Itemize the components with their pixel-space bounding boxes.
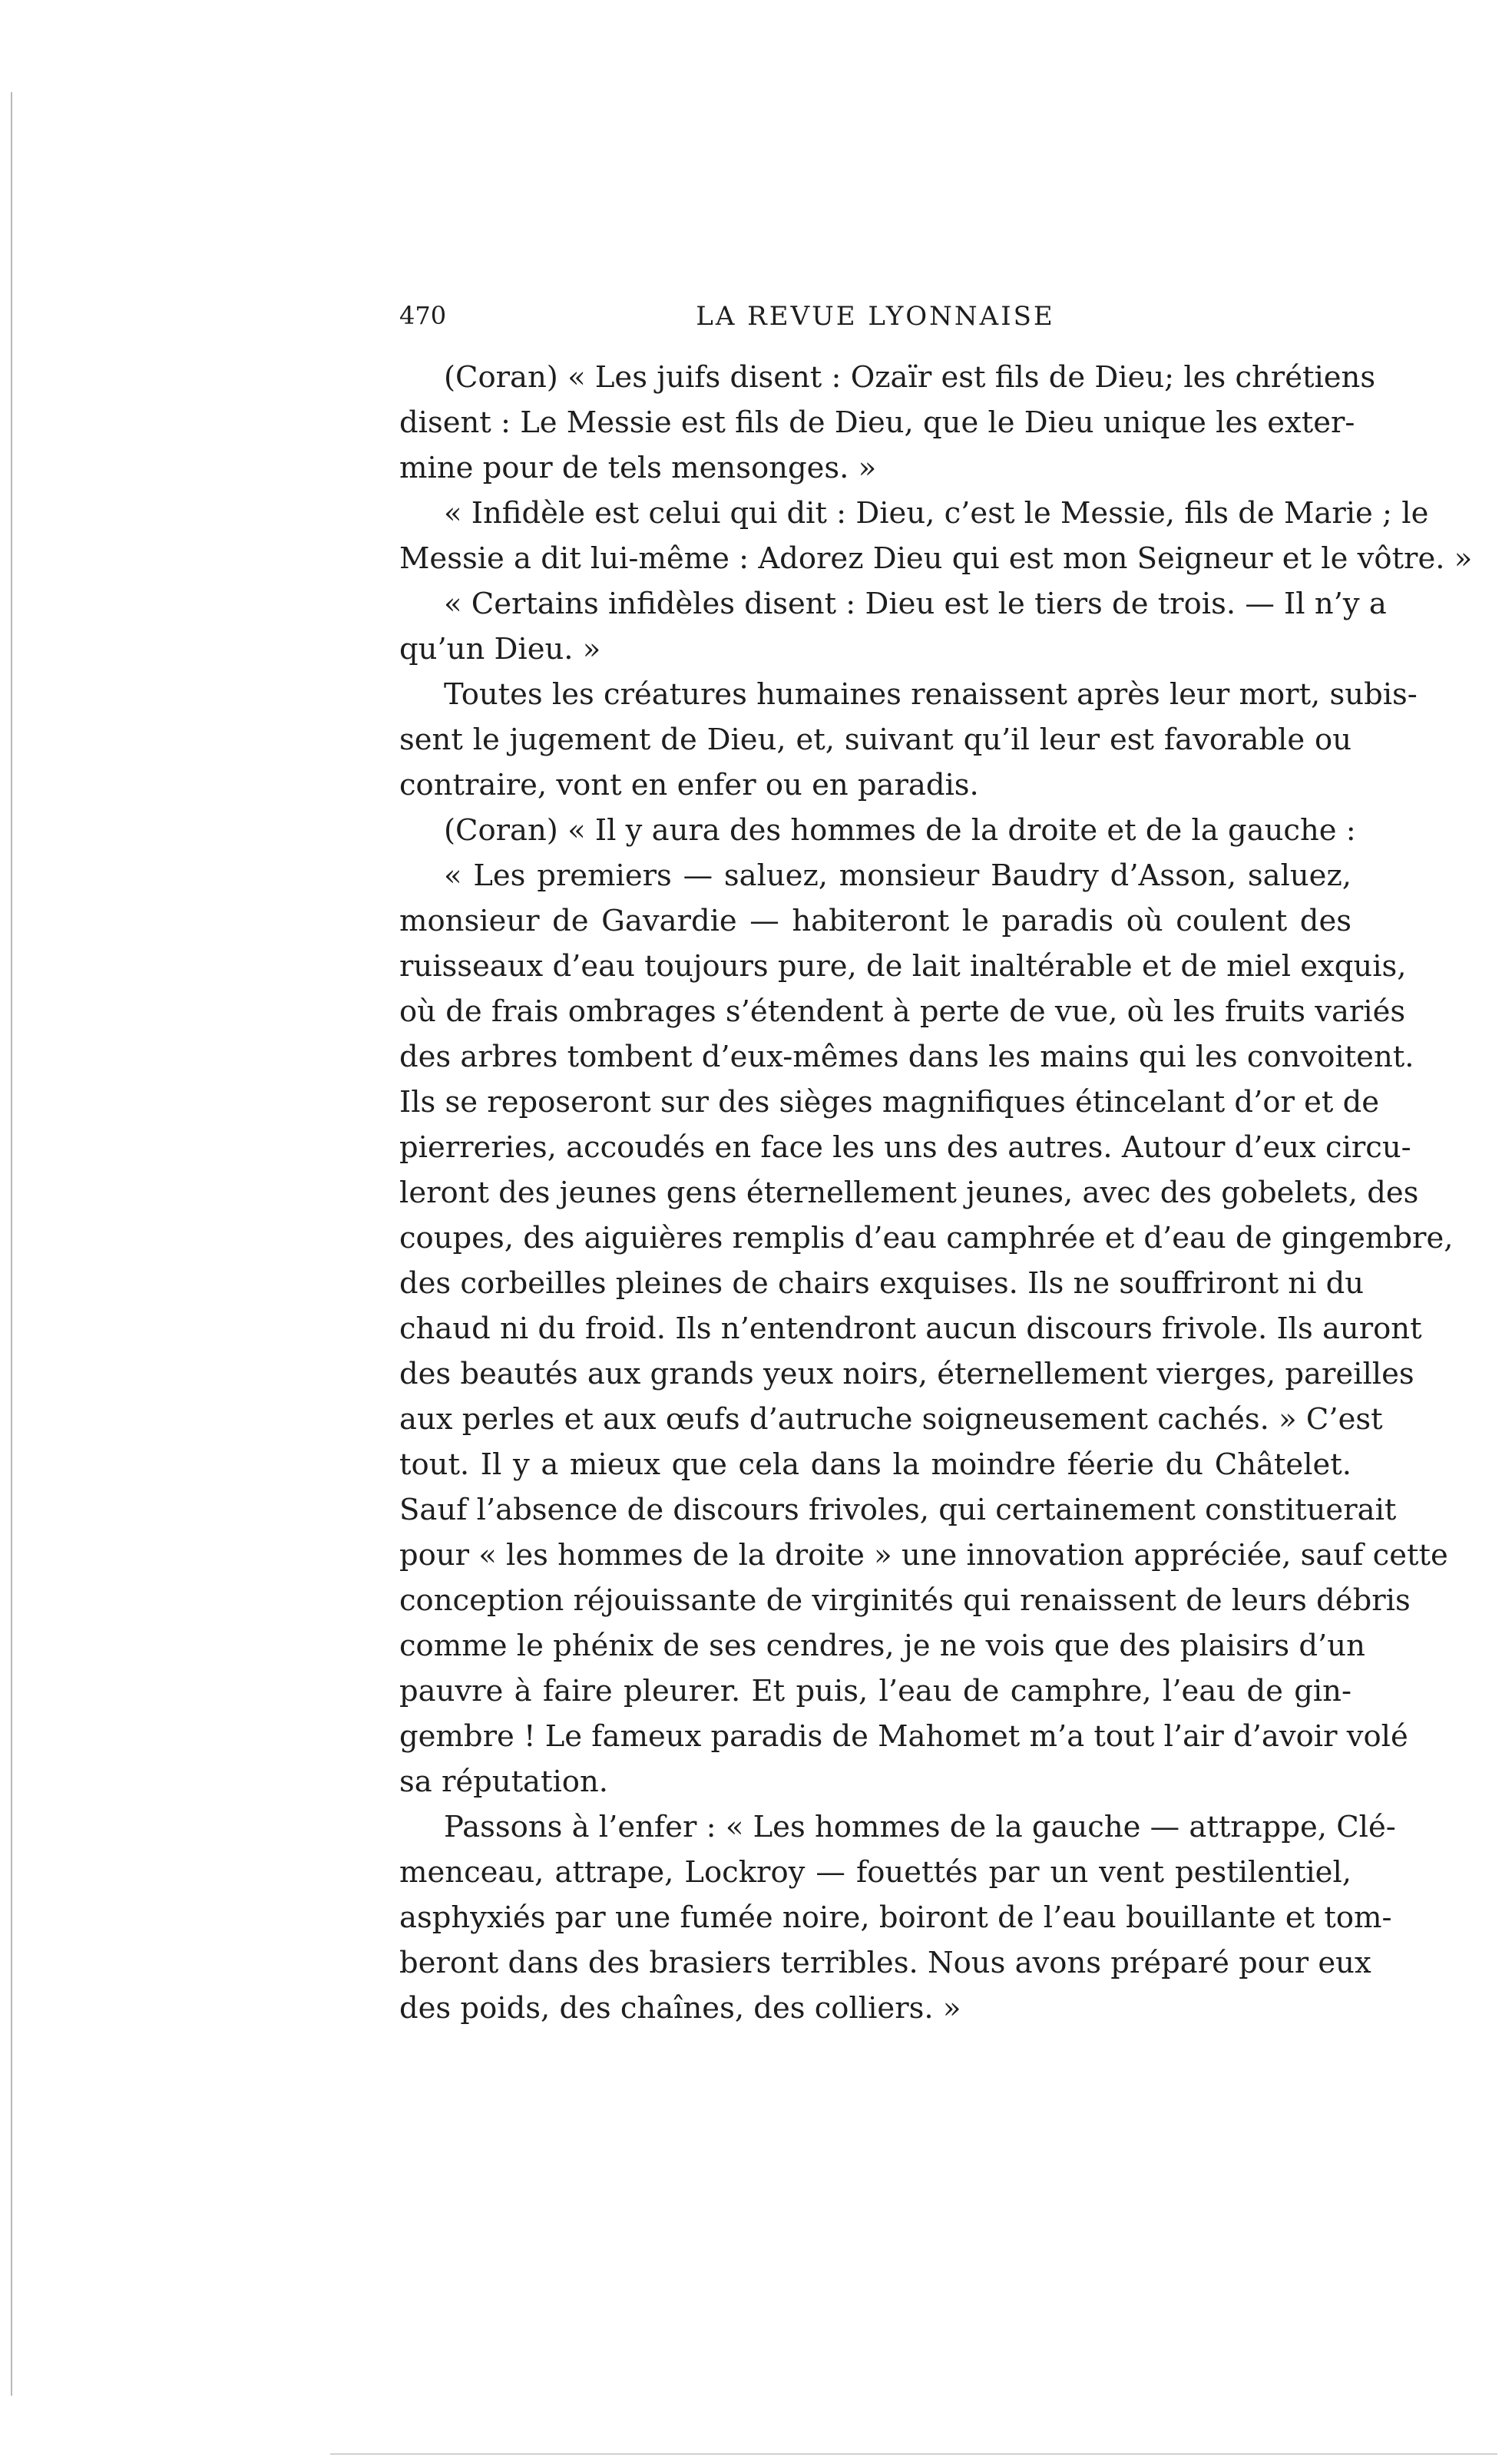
text-line: des arbres tombent d’eux-mêmes dans les mains qui les convoitent. [399,1040,1414,1074]
text-line: Toutes les créatures humaines renaissent après leur mort, subis- [444,677,1418,712]
text-line: contraire, vont en enfer ou en paradis. [399,768,979,802]
text-line: aux perles et aux œufs d’autruche soigneusement cachés. » C’est [399,1402,1383,1437]
text-line: comme le phénix de ses cendres, je ne vois que des plaisirs d’un [399,1629,1365,1663]
text-line: asphyxiés par une fumée noire, boiront de l’eau bouillante et tom- [399,1900,1392,1935]
text-line: Passons à l’enfer : « Les hommes de la gauche — attrappe, Clé- [444,1810,1396,1844]
text-line: menceau, attrape, Lockroy — fouettés par un vent pestilentiel, [399,1855,1351,1890]
text-line: pauvre à faire pleurer. Et puis, l’eau de camphre, l’eau de gin- [399,1674,1351,1708]
text-line: « Les premiers — saluez, monsieur Baudry d’Asson, saluez, [444,858,1351,893]
text-line: pierreries, accoudés en face les uns des autres. Autour d’eux circu- [399,1130,1411,1165]
text-line: Ils se reposeront sur des sièges magnifiques étincelant d’or et de [399,1085,1380,1120]
body-text [399,355,1473,2031]
text-line: des poids, des chaînes, des colliers. » [399,1991,961,2026]
page-number: 470 [399,301,447,330]
text-line: des beautés aux grands yeux noirs, éternellement vierges, pareilles [399,1357,1414,1391]
text-line: ruisseaux d’eau toujours pure, de lait inaltérable et de miel exquis, [399,949,1407,984]
text-line: gembre ! Le fameux paradis de Mahomet m’a tout l’air d’avoir volé [399,1719,1408,1754]
text-line: (Coran) « Il y aura des hommes de la droite et de la gauche : [444,813,1356,848]
text-line: (Coran) « Les juifs disent : Ozaïr est fils de Dieu; les chrétiens [444,360,1376,395]
bottom-edge-line [330,2453,1497,2455]
text-line: coupes, des aiguières remplis d’eau camphrée et d’eau de gingembre, [399,1221,1454,1255]
text-line: tout. Il y a mieux que cela dans la moindre féerie du Châtelet. [399,1447,1351,1482]
text-line: pour « les hommes de la droite » une innovation appréciée, sauf cette [399,1538,1448,1573]
running-title: LA REVUE LYONNAISE [696,301,1055,332]
text-line: Messie a dit lui-même : Adorez Dieu qui est mon Seigneur et le vôtre. » [399,541,1473,576]
text-line: sent le jugement de Dieu, et, suivant qu’il leur est favorable ou [399,723,1351,757]
text-line: où de frais ombrages s’étendent à perte de vue, où les fruits variés [399,994,1406,1029]
text-line: disent : Le Messie est fils de Dieu, que le Dieu unique les exter- [399,405,1355,440]
text-line: « Infidèle est celui qui dit : Dieu, c’est le Messie, fils de Marie ; le [444,496,1429,531]
text-line: monsieur de Gavardie — habiteront le paradis où coulent des [399,904,1351,938]
text-line: sa réputation. [399,1764,609,1799]
text-line: conception réjouissante de virginités qui renaissent de leurs débris [399,1583,1411,1618]
text-line: qu’un Dieu. » [399,632,601,666]
text-line: des corbeilles pleines de chairs exquises. Ils ne souffriront ni du [399,1266,1365,1301]
page-edge-shadow [11,92,12,2396]
text-line: chaud ni du froid. Ils n’entendront aucun discours frivole. Ils auront [399,1311,1422,1346]
text-line: mine pour de tels mensonges. » [399,451,877,485]
text-line: beront dans des brasiers terribles. Nous avons préparé pour eux [399,1946,1371,1980]
text-line: leront des jeunes gens éternellement jeunes, avec des gobelets, des [399,1176,1419,1210]
text-line: « Certains infidèles disent : Dieu est le tiers de trois. — Il n’y a [444,587,1387,621]
page-header [399,301,1351,339]
text-line: Sauf l’absence de discours frivoles, qui certainement constituerait [399,1493,1397,1527]
